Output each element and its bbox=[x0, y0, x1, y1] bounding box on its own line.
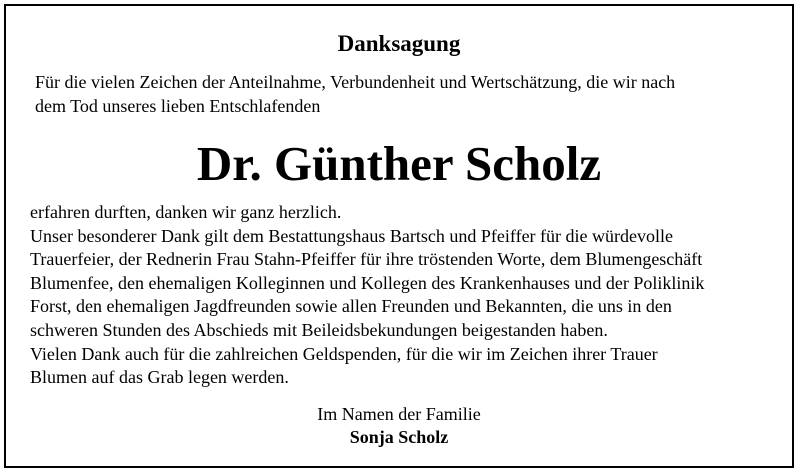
intro-line: Für die vielen Zeichen der Anteilnahme, Verbundenheit und Wertschätzung, die wir nach bbox=[35, 72, 676, 92]
body-text bbox=[30, 201, 780, 390]
closing-text: Im Namen der Familie bbox=[317, 404, 481, 424]
obituary-notice bbox=[4, 4, 794, 468]
intro-text bbox=[35, 70, 775, 118]
body-line: Blumenfee, den ehemaligen Kolleginnen und Kollegen des Krankenhauses und der Poliklinik bbox=[30, 272, 705, 293]
body-line: Vielen Dank auch für die zahlreichen Geldspenden, für die wir im Zeichen ihrer Trauer bbox=[30, 343, 658, 364]
body-line: Unser besonderer Dank gilt dem Bestattungshaus Bartsch und Pfeiffer für die würdevolle bbox=[30, 225, 673, 246]
body-line: Blumen auf das Grab legen werden. bbox=[30, 367, 289, 388]
intro-line: dem Tod unseres lieben Entschlafenden bbox=[35, 96, 321, 116]
notice-title: Danksagung bbox=[337, 31, 461, 56]
body-line: schweren Stunden des Abschieds mit Beileidsbekundungen beigestanden haben. bbox=[30, 319, 608, 340]
signature: Sonja Scholz bbox=[349, 427, 449, 447]
body-line: Trauerfeier, der Rednerin Frau Stahn-Pfeiffer für ihre tröstenden Worte, dem Blumengeschäft bbox=[30, 249, 703, 270]
deceased-name: Dr. Günther Scholz bbox=[196, 136, 602, 191]
body-line: Forst, den ehemaligen Jagdfreunden sowie allen Freunden und Bekannten, die uns in den bbox=[30, 296, 672, 317]
body-line: erfahren durften, danken wir ganz herzlich. bbox=[30, 202, 342, 222]
